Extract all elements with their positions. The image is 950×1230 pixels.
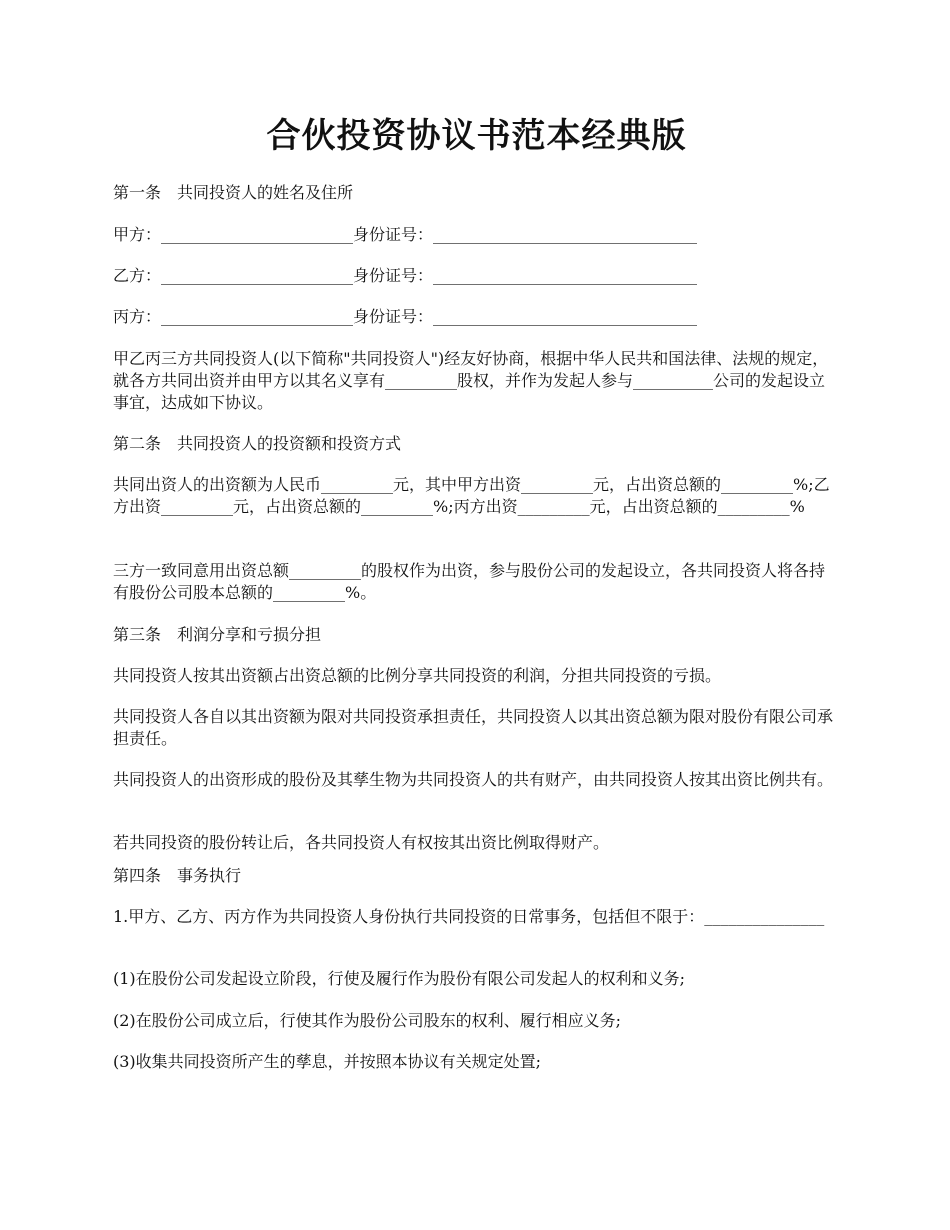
article-3-heading: 第三条 利润分享和亏损分担 (113, 625, 322, 644)
investment-amount-paragraph: 共同出资人的出资额为人民币_________元，其中甲方出资_________元，占出资总额的_________%;乙方出资_________元，占出资总额的_________%;丙方出资_________元，占出资总额的_________% (113, 475, 830, 516)
party-a-line: 甲方：________________________身份证号：_________________________________ (113, 225, 698, 244)
liability-paragraph: 共同投资人各自以其出资额为限对共同投资承担责任，共同投资人以其出资总额为限对股份有限公司承担责任。 (113, 707, 834, 748)
common-property-paragraph: 共同投资人的出资形成的股份及其孳生物为共同投资人的共有财产，由共同投资人按其出资比例共有。 (113, 770, 834, 789)
profit-sharing-paragraph: 共同投资人按其出资额占出资总额的比例分享共同投资的利润，分担共同投资的亏损。 (113, 666, 722, 685)
share-transfer-paragraph: 若共同投资的股份转让后，各共同投资人有权按其出资比例取得财产。 (113, 833, 610, 852)
article-2-heading: 第二条 共同投资人的投资额和投资方式 (113, 434, 402, 453)
party-c-line: 丙方：________________________身份证号：_________________________________ (113, 307, 698, 326)
party-b-line: 乙方：________________________身份证号：_________________________________ (113, 266, 698, 285)
clause-1-paragraph: 1.甲方、乙方、丙方作为共同投资人身份执行共同投资的日常事务，包括但不限于：_______________ (113, 907, 825, 926)
clause-1-item-2: (2)在股份公司成立后，行使其作为股份公司股东的权利、履行相应义务; (113, 1011, 622, 1030)
article-4-heading: 第四条 事务执行 (113, 866, 242, 885)
equity-contribution-paragraph: 三方一致同意用出资总额_________的股权作为出资，参与股份公司的发起设立，各共同投资人将各持有股份公司股本总额的_________%。 (113, 561, 826, 602)
article-1-heading: 第一条 共同投资人的姓名及住所 (113, 183, 354, 202)
clause-1-item-1: (1)在股份公司发起设立阶段，行使及履行作为股份有限公司发起人的权利和义务; (113, 969, 686, 988)
document-title: 合伙投资协议书范本经典版 (266, 116, 687, 156)
preamble-paragraph: 甲乙丙三方共同投资人(以下简称"共同投资人")经友好协商，根据中华人民共和国法律、法规的规定，就各方共同出资并由甲方以其名义享有_________股权，并作为发起人参与__________公司的发起设立事宜，达成如下协议。 (113, 349, 829, 412)
clause-1-item-3: (3)收集共同投资所产生的孳息，并按照本协议有关规定处置; (113, 1052, 542, 1071)
